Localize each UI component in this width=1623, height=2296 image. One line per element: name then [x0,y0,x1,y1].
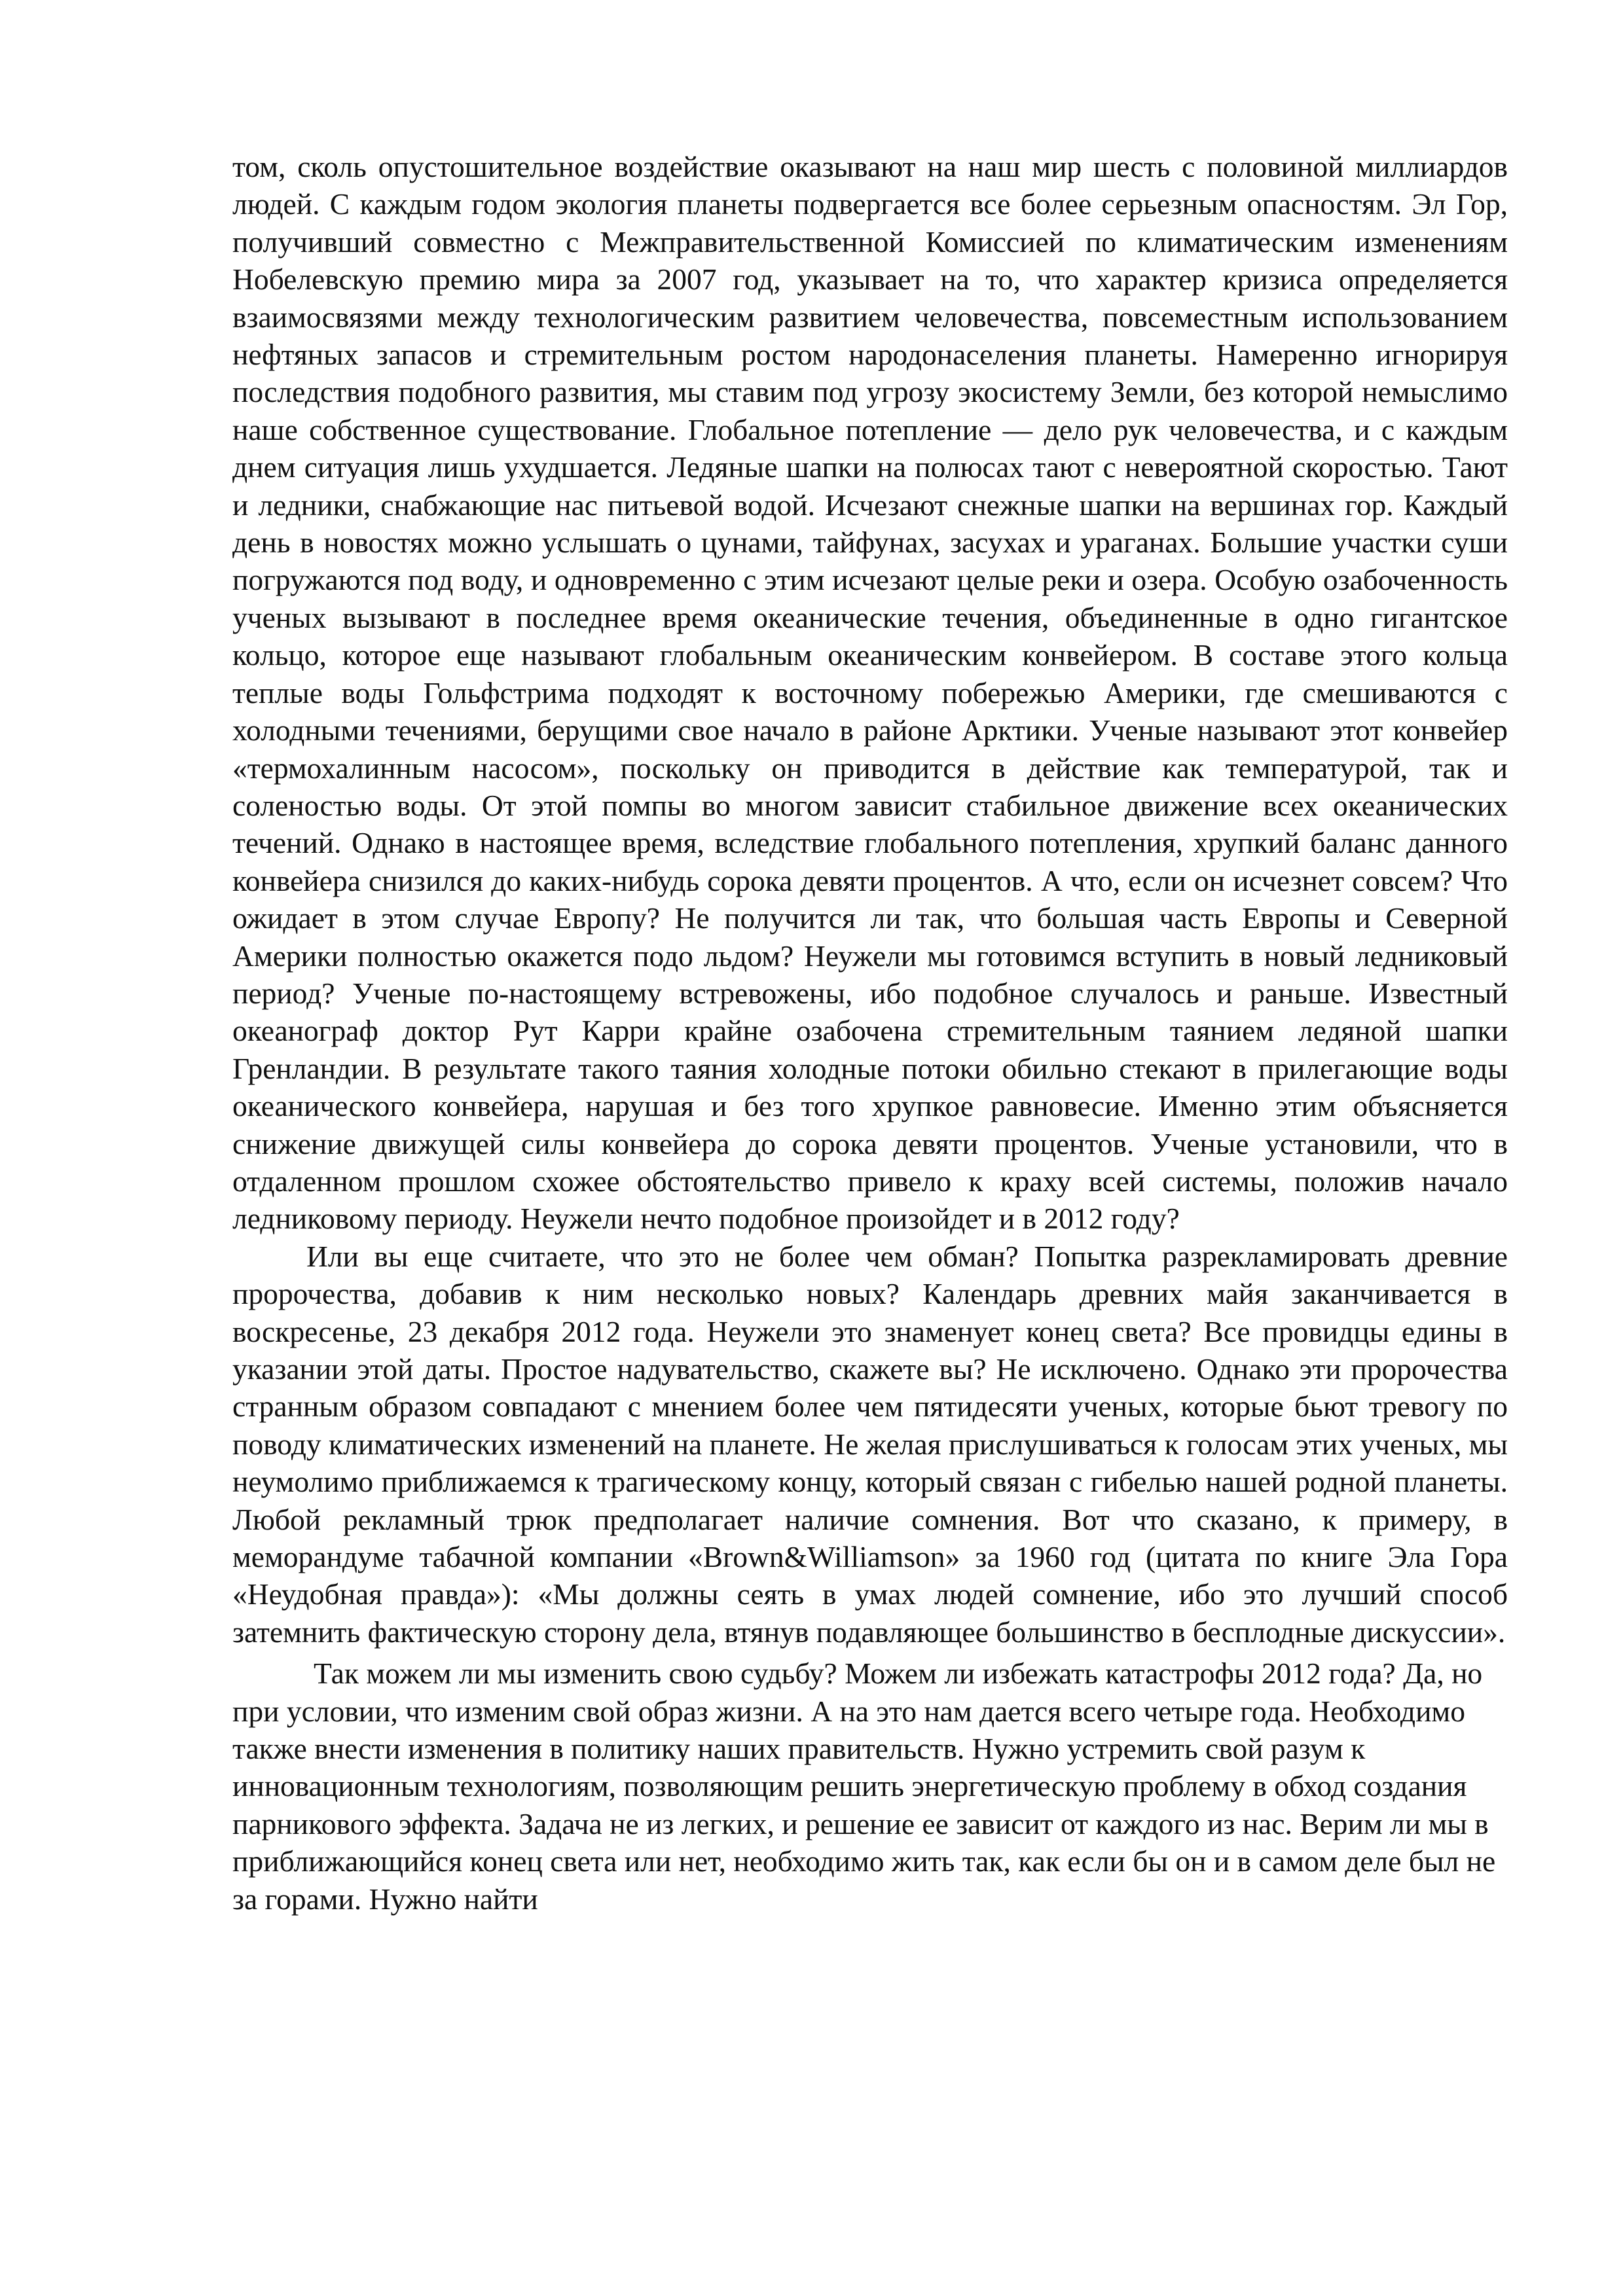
body-text [232,148,1508,1918]
paragraph-2: Или вы еще считаете, что это не более чем обман? Попытка разрекламировать древние пророчества, добавив к ним несколько новых? Календарь древних майя заканчивается в воскресенье, 23 декабря 2012 года. Неужели это знаменует конец света? Все провидцы едины в указании этой даты. Простое надувательство, скажете вы? Не исключено. Однако эти пророчества странным образом совпадают с мнением более чем пятидесяти ученых, которые бьют тревогу по поводу климатических изменений на планете. Не желая прислушиваться к голосам этих ученых, мы неумолимо приближаемся к трагическому концу, который связан с гибелью нашей родной планеты. Любой рекламный трюк предполагает наличие сомнения. Вот что сказано, к примеру, в меморандуме табачной компании «Brown&Williamson» за 1960 год (цитата по книге Эла Гора «Неудобная правда»): «Мы должны сеять в умах людей сомнение, ибо это лучший способ затемнить фактическую сторону дела, втянув подавляющее большинство в бесплодные дискуссии». [232,1239,1508,1649]
paragraph-1: том, сколь опустошительное воздействие оказывают на наш мир шесть с половиной миллиардов людей. С каждым годом экология планеты подвергается все более серьезным опасностям. Эл Гор, получивший совместно с Межправительственной Комиссией по климатическим изменениям Нобелевскую премию мира за 2007 год, указывает на то, что характер кризиса определяется взаимосвязями между технологическим развитием человечества, повсеместным использованием нефтяных запасов и стремительным ростом народонаселения планеты. Намеренно игнорируя последствия подобного развития, мы ставим под угрозу экосистему Земли, без которой немыслимо наше собственное существование. Глобальное потепление — дело рук человечества, и с каждым днем ситуация лишь ухудшается. Ледяные шапки на полюсах тают с невероятной скоростью. Тают и ледники, снабжающие нас питьевой водой. Исчезают снежные шапки на вершинах гор. Каждый день в новостях можно услышать о цунами, тайфунах, засухах и ураганах. Большие участки суши погружаются под воду, и одновременно с этим исчезают целые реки и озера. Особую озабоченность ученых вызывают в последнее время океанические течения, объединенные в одно гигантское кольцо, которое еще называют глобальным океаническим конвейером. В составе этого кольца теплые воды Гольфстрима подходят к восточному побережью Америки, где смешиваются с холодными течениями, берущими свое начало в районе Арктики. Ученые называют этот конвейер «термохалинным насосом», поскольку он приводится в действие как температурой, так и соленостью воды. От этой помпы во многом зависит стабильное движение всех океанических течений. Однако в настоящее время, вследствие глобального потепления, хрупкий баланс данного конвейера снизился до каких-нибудь сорока девяти процентов. А что, если он исчезнет совсем? Что ожидает в этом случае Европу? Не получится ли так, что большая часть Европы и Северной Америки полностью окажется подо льдом? Неужели мы готовимся вступить в новый ледниковый период? Ученые по-настоящему встревожены, ибо подобное случалось и раньше. Известный океанограф доктор Рут Карри крайне озабочена стремительным таянием ледяной шапки Гренландии. В результате такого таяния холодные потоки обильно стекают в прилегающие воды океанического конвейера, нарушая и без того хрупкое равновесие. Именно этим объясняется снижение движущей силы конвейера до сорока девяти процентов. Ученые установили, что в отдаленном прошлом схожее обстоятельство привело к краху всей системы, положив начало ледниковому периоду. Неужели нечто подобное произойдет и в 2012 году? [232,150,1508,1236]
paragraph-3: Так можем ли мы изменить свою судьбу? Можем ли избежать катастрофы 2012 года? Да, но при условии, что изменим свой образ жизни. А на это нам дается всего четыре года. Необходимо также внести изменения в политику наших правительств. Нужно устремить свой разум к инновационным технологиям, позволяющим решить энергетическую проблему в обход создания парникового эффекта. Задача не из легких, и решение ее зависит от каждого из нас. Верим ли мы в приближающийся конец света или нет, необходимо жить так, как если бы он и в самом деле был не за горами. Нужно найти [232,1657,1496,1916]
